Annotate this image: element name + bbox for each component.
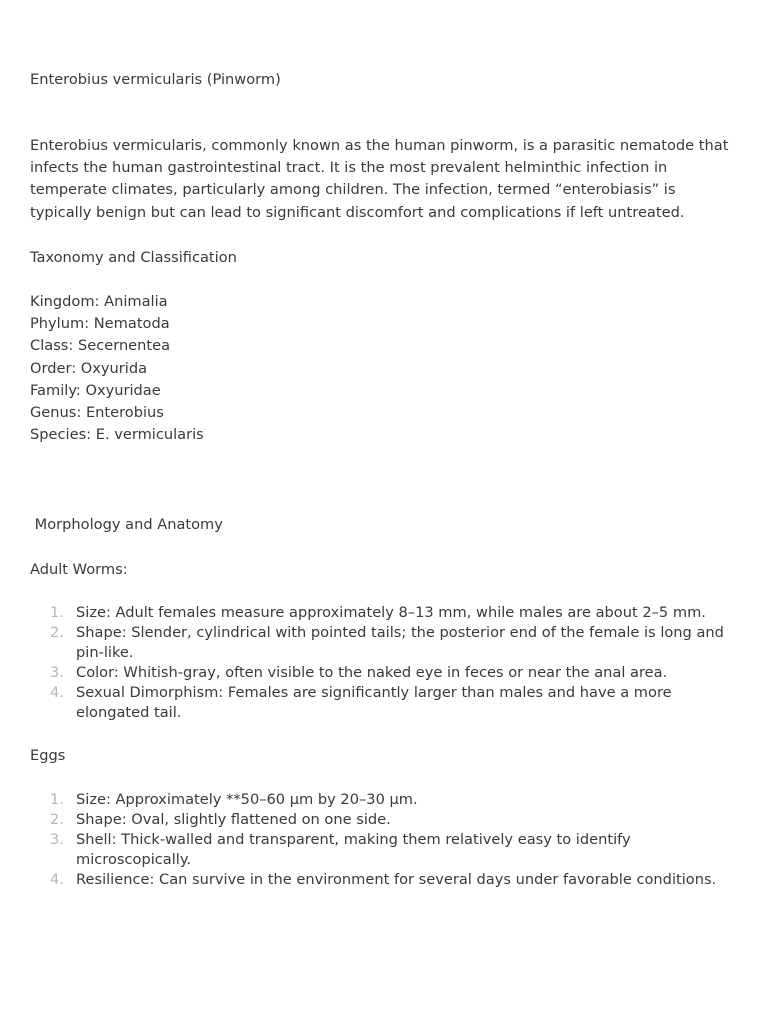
eggs-list	[30, 790, 740, 890]
taxonomy-order: Order: Oxyurida	[30, 359, 148, 377]
taxonomy-genus: Genus: Enterobius	[30, 404, 164, 422]
list-item	[30, 603, 740, 623]
list-item	[30, 663, 740, 683]
morphology-heading: Morphology and Anatomy	[30, 516, 223, 533]
list-item	[30, 623, 740, 663]
list-number: 1.	[50, 604, 64, 621]
list-item-text: Size: Approximately **50–60 µm by 20–30 µm.	[76, 791, 418, 808]
list-number: 3.	[50, 831, 64, 848]
list-number: 3.	[50, 664, 64, 681]
intro-paragraph: Enterobius vermicularis, commonly known as the human pinworm, is a parasitic nematode that infects the human gastrointestinal tract. It is the most prevalent helminthic infection in temperate climates, particularly among children. The infection, termed “enterobiasis” is typically benign but can lead to significant discomfort and complications if left untreated.	[30, 137, 729, 221]
taxonomy-kingdom: Kingdom: Animalia	[30, 293, 168, 310]
taxonomy-class: Class: Secernentea	[30, 337, 171, 355]
list-item-text: Shape: Oval, slightly flattened on one side.	[76, 811, 391, 828]
list-item	[30, 870, 740, 890]
list-item-text: Color: Whitish-gray, often visible to the naked eye in feces or near the anal area.	[76, 664, 668, 681]
taxonomy-list	[30, 291, 204, 446]
list-number: 4.	[50, 684, 64, 701]
list-number: 2.	[50, 811, 64, 828]
taxonomy-heading: Taxonomy and Classification	[30, 249, 237, 266]
list-number: 2.	[50, 624, 64, 641]
list-item-text: Shape: Slender, cylindrical with pointed tails; the posterior end of the female is long and pin-like.	[76, 624, 724, 661]
list-item	[30, 830, 740, 870]
list-item-text: Sexual Dimorphism: Females are significantly larger than males and have a more elongated tail.	[76, 684, 672, 721]
list-item	[30, 683, 740, 723]
list-number: 1.	[50, 791, 64, 808]
taxonomy-species: Species: E. vermicularis	[30, 426, 204, 444]
adult-worms-heading: Adult Worms:	[30, 561, 128, 578]
list-item	[30, 790, 740, 810]
taxonomy-family: Family: Oxyuridae	[30, 381, 161, 399]
list-item-text: Shell: Thick-walled and transparent, making them relatively easy to identify microscopically.	[76, 831, 631, 868]
list-number: 4.	[50, 871, 64, 888]
list-item-text: Resilience: Can survive in the environment for several days under favorable conditions.	[76, 871, 717, 888]
list-item-text: Size: Adult females measure approximately 8–13 mm, while males are about 2–5 mm.	[76, 604, 706, 621]
list-item	[30, 810, 740, 830]
document-title: Enterobius vermicularis (Pinworm)	[30, 71, 281, 88]
adult-worms-list	[30, 603, 740, 723]
taxonomy-phylum: Phylum: Nematoda	[30, 315, 170, 333]
eggs-heading: Eggs	[30, 747, 66, 764]
